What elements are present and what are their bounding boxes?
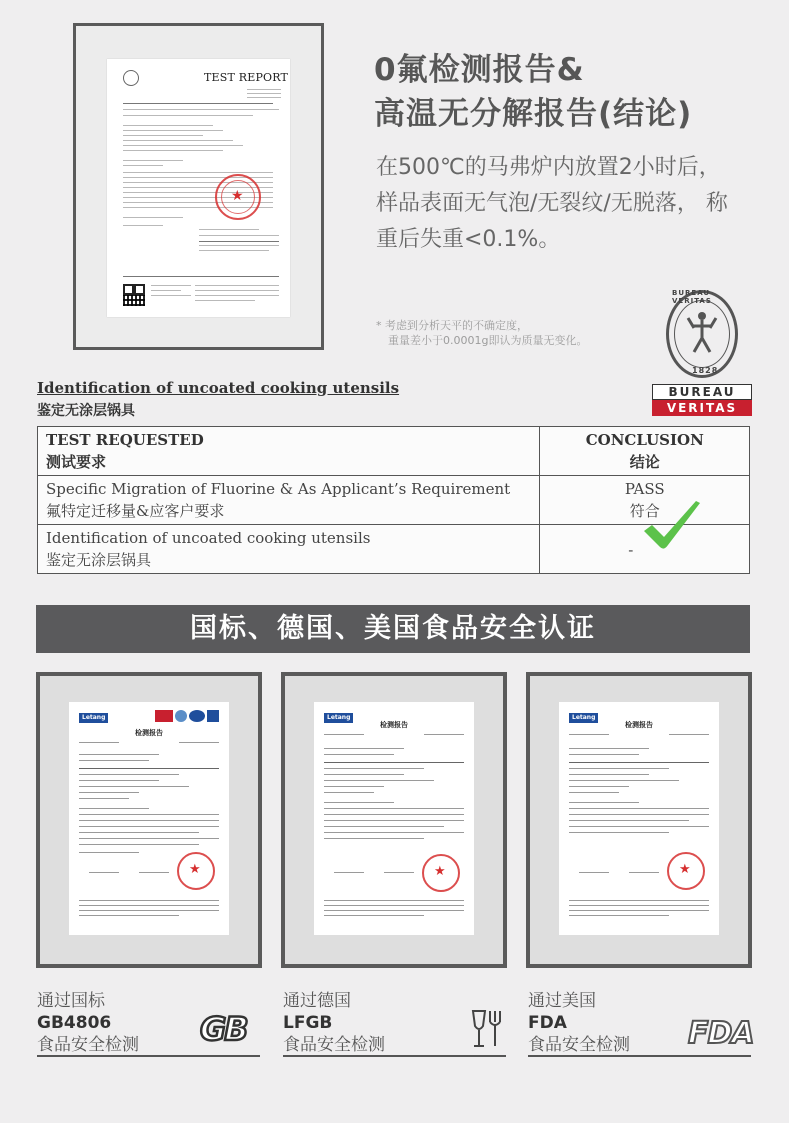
bv-bar-bottom: VERITAS xyxy=(652,400,752,416)
row-1-result-cn: 符合 xyxy=(629,502,660,520)
bv-year: 1828 xyxy=(692,366,719,375)
badge-gb-underline xyxy=(37,1055,260,1057)
badge-lfgb xyxy=(283,990,443,1056)
identification-subtitle: 鉴定无涂层锅具 xyxy=(37,403,135,419)
red-seal-stamp: ★ xyxy=(215,174,261,220)
badge-lfgb-code: LFGB xyxy=(283,1013,333,1033)
header-conclusion-cn: 结论 xyxy=(629,453,660,471)
badge-lfgb-line3: 食品安全检测 xyxy=(283,1035,385,1055)
red-seal-stamp: ★ xyxy=(667,852,705,890)
green-check-icon xyxy=(640,497,704,559)
cma-badge-icon xyxy=(155,710,173,722)
certificate-frame-3 xyxy=(526,672,752,968)
red-seal-stamp: ★ xyxy=(177,852,215,890)
letang-logo: Letang xyxy=(324,713,353,723)
bv-bar-top: BUREAU xyxy=(652,384,752,400)
badge-gb4806 xyxy=(37,990,197,1056)
header-conclusion-en: CONCLUSION xyxy=(585,431,704,449)
footnote-line-1: * 考虑到分析天平的不确定度， xyxy=(376,319,528,332)
headline-line-2: 高温无分解报告(结论) xyxy=(374,96,693,132)
bureau-veritas-logo xyxy=(652,290,752,420)
badge-lfgb-underline xyxy=(283,1055,506,1057)
certificate-title-3: 检测报告 xyxy=(625,721,653,729)
ilac-badge-icon xyxy=(175,710,187,722)
badge-fda-code: FDA xyxy=(528,1013,567,1033)
table-header-row xyxy=(38,427,750,476)
badge-fda-line3: 食品安全检测 xyxy=(528,1035,630,1055)
certificate-frame-2 xyxy=(281,672,507,968)
row-2-test-cn: 鉴定无涂层锅具 xyxy=(46,551,152,569)
test-report-document xyxy=(107,59,290,317)
certificate-title-2: 检测报告 xyxy=(380,721,408,729)
certification-banner: 国标、德国、美国食品安全认证 xyxy=(36,605,750,653)
headline-description: 在500℃的马弗炉内放置2小时后，样品表面无气泡/无裂纹/无脱落， 称重后失重<0.1%。 xyxy=(376,155,728,252)
report-title: TEST REPORT xyxy=(204,71,289,84)
bv-small-logo xyxy=(123,70,139,86)
row-2-result: - xyxy=(628,541,634,559)
certificate-frame-1 xyxy=(36,672,262,968)
header-test-cn: 测试要求 xyxy=(46,453,107,471)
badge-fda-line1: 通过美国 xyxy=(528,991,596,1011)
red-seal-stamp: ★ xyxy=(422,854,460,892)
badge-gb-line3: 食品安全检测 xyxy=(37,1035,139,1055)
identification-title: Identification of uncoated cooking utensils xyxy=(37,379,400,397)
badge-gb-code: GB4806 xyxy=(37,1013,112,1033)
certificate-document-3 xyxy=(559,702,719,935)
report-frame xyxy=(73,23,324,350)
badge-fda-underline xyxy=(528,1055,751,1057)
certificate-document-2 xyxy=(314,702,474,935)
glass-fork-icon xyxy=(470,1008,504,1050)
gb-standard-icon: GB xyxy=(200,1010,247,1048)
footnote-line-2: 重量差小于0.0001g即认为质量无变化。 xyxy=(388,334,588,347)
bv-figure-icon xyxy=(684,308,720,356)
certificate-document-1 xyxy=(69,702,229,935)
qr-code xyxy=(123,284,145,306)
badge-fda xyxy=(528,990,688,1056)
certificate-title-1: 检测报告 xyxy=(135,729,163,737)
fda-icon: FDA xyxy=(688,1016,754,1051)
headline-line-1: 0氟检测报告& xyxy=(374,52,585,88)
gb-badge-icon xyxy=(207,710,219,722)
row-1-test-cn: 氟特定迁移量&应客户要求 xyxy=(46,502,225,520)
badge-lfgb-line1: 通过德国 xyxy=(283,991,351,1011)
row-2-test-en: Identification of uncoated cooking utensils xyxy=(46,529,371,547)
badge-gb-line1: 通过国标 xyxy=(37,991,105,1011)
bv-ring-text: BUREAU VERITAS xyxy=(672,289,712,305)
letang-logo: Letang xyxy=(569,713,598,723)
header-test-en: TEST REQUESTED xyxy=(46,431,204,449)
cnas-badge-icon xyxy=(189,710,205,722)
letang-logo: Letang xyxy=(79,713,108,723)
row-1-test-en: Specific Migration of Fluorine & As Applicant’s Requirement xyxy=(46,480,511,498)
row-1-result-en: PASS xyxy=(624,480,665,498)
